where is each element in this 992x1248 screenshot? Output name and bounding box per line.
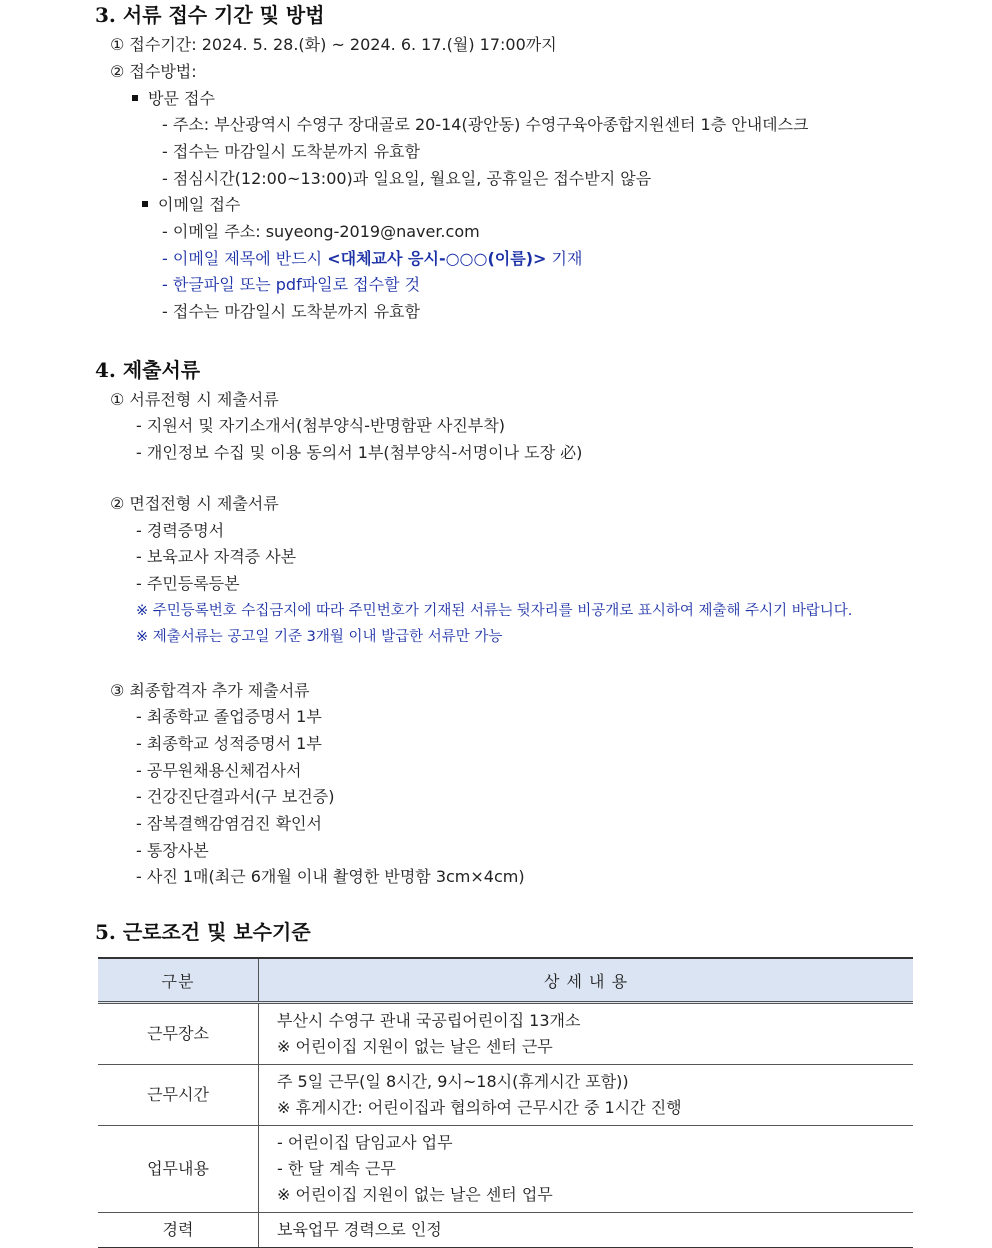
section-3-heading: 3. 서류 접수 기간 및 방법 <box>95 3 325 27</box>
row-details: 주 5일 근무(일 8시간, 9시~18시(휴게시간 포함)) ※ 휴게시간: 어린이집과 협의하여 근무시간 중 1시간 진행 <box>259 1065 914 1126</box>
row-label: 업무내용 <box>98 1126 259 1213</box>
visit-deadline: - 접수는 마감일시 도착분까지 유효함 <box>162 142 420 161</box>
final-item: - 잠복결핵감염검진 확인서 <box>136 814 322 833</box>
interview-item: - 보육교사 자격증 사본 <box>136 547 297 566</box>
bullet-square-icon <box>142 201 148 207</box>
interview-note: ※ 제출서류는 공고일 기준 3개월 이내 발급한 서류만 가능 <box>136 629 503 645</box>
doc-screening-item: - 개인정보 수집 및 이용 동의서 1부(첨부양식-서명이나 도장 必) <box>136 443 583 462</box>
row-label: 경력 <box>98 1213 259 1248</box>
final-item: - 사진 1매(최근 6개월 이내 촬영한 반명함 3cm×4cm) <box>136 867 525 886</box>
table-header-row <box>98 958 913 1003</box>
interview-note: ※ 주민등록번호 수집금지에 따라 주민번호가 기재된 서류는 뒷자리를 비공개로 표시하여 제출해 주시기 바랍니다. <box>136 603 853 619</box>
visit-title: 방문 접수 <box>132 89 215 109</box>
interview-item: - 경력증명서 <box>136 521 225 540</box>
final-item: - 최종학교 졸업증명서 1부 <box>136 707 322 726</box>
row-details: 보육업무 경력으로 인정 <box>259 1213 914 1248</box>
table-row <box>98 1065 913 1126</box>
final-item: - 최종학교 성적증명서 1부 <box>136 734 322 753</box>
work-conditions-table <box>98 957 913 1248</box>
email-title: 이메일 접수 <box>142 195 240 215</box>
final-title: ③ 최종합격자 추가 제출서류 <box>110 681 310 700</box>
section-5-heading: 5. 근로조건 및 보수기준 <box>95 920 311 944</box>
interview-title: ② 면접전형 시 제출서류 <box>110 494 279 513</box>
visit-address: - 주소: 부산광역시 수영구 장대골로 20-14(광안동) 수영구육아종합지원센터 1층 안내데스크 <box>162 115 809 134</box>
column-header-details: 상 세 내 용 <box>259 958 914 1003</box>
email-file-format: - 한글파일 또는 pdf파일로 접수할 것 <box>162 275 421 294</box>
bullet-square-icon <box>132 95 138 101</box>
final-item: - 공무원채용신체검사서 <box>136 761 302 780</box>
table-row <box>98 1003 913 1065</box>
email-subject-format: <대체교사 응시-○○○(이름)> <box>327 249 547 268</box>
application-period: ① 접수기간: 2024. 5. 28.(화) ~ 2024. 6. 17.(월) 17:00까지 <box>110 35 557 54</box>
column-header-category: 구분 <box>98 958 259 1003</box>
email-subject-instruction: - 이메일 제목에 반드시 <대체교사 응시-○○○(이름)> 기재 <box>162 249 583 268</box>
row-details: 부산시 수영구 관내 국공립어린이집 13개소 ※ 어린이집 지원이 없는 날은 센터 근무 <box>259 1003 914 1065</box>
visit-hours: - 점심시간(12:00~13:00)과 일요일, 월요일, 공휴일은 접수받지 않음 <box>162 169 652 188</box>
doc-screening-item: - 지원서 및 자기소개서(첨부양식-반명함판 사진부착) <box>136 416 505 435</box>
interview-item: - 주민등록등본 <box>136 574 240 593</box>
table-row <box>98 1126 913 1213</box>
table-row <box>98 1213 913 1248</box>
row-label: 근무장소 <box>98 1003 259 1065</box>
section-4-heading: 4. 제출서류 <box>95 358 201 382</box>
method-title: ② 접수방법: <box>110 62 197 81</box>
email-address: - 이메일 주소: suyeong-2019@naver.com <box>162 222 480 241</box>
final-item: - 통장사본 <box>136 841 209 860</box>
email-deadline: - 접수는 마감일시 도착분까지 유효함 <box>162 302 420 321</box>
row-details: - 어린이집 담임교사 업무 - 한 달 계속 근무 ※ 어린이집 지원이 없는 날은 센터 업무 <box>259 1126 914 1213</box>
final-item: - 건강진단결과서(구 보건증) <box>136 787 335 806</box>
row-label: 근무시간 <box>98 1065 259 1126</box>
doc-screening-title: ① 서류전형 시 제출서류 <box>110 390 279 409</box>
